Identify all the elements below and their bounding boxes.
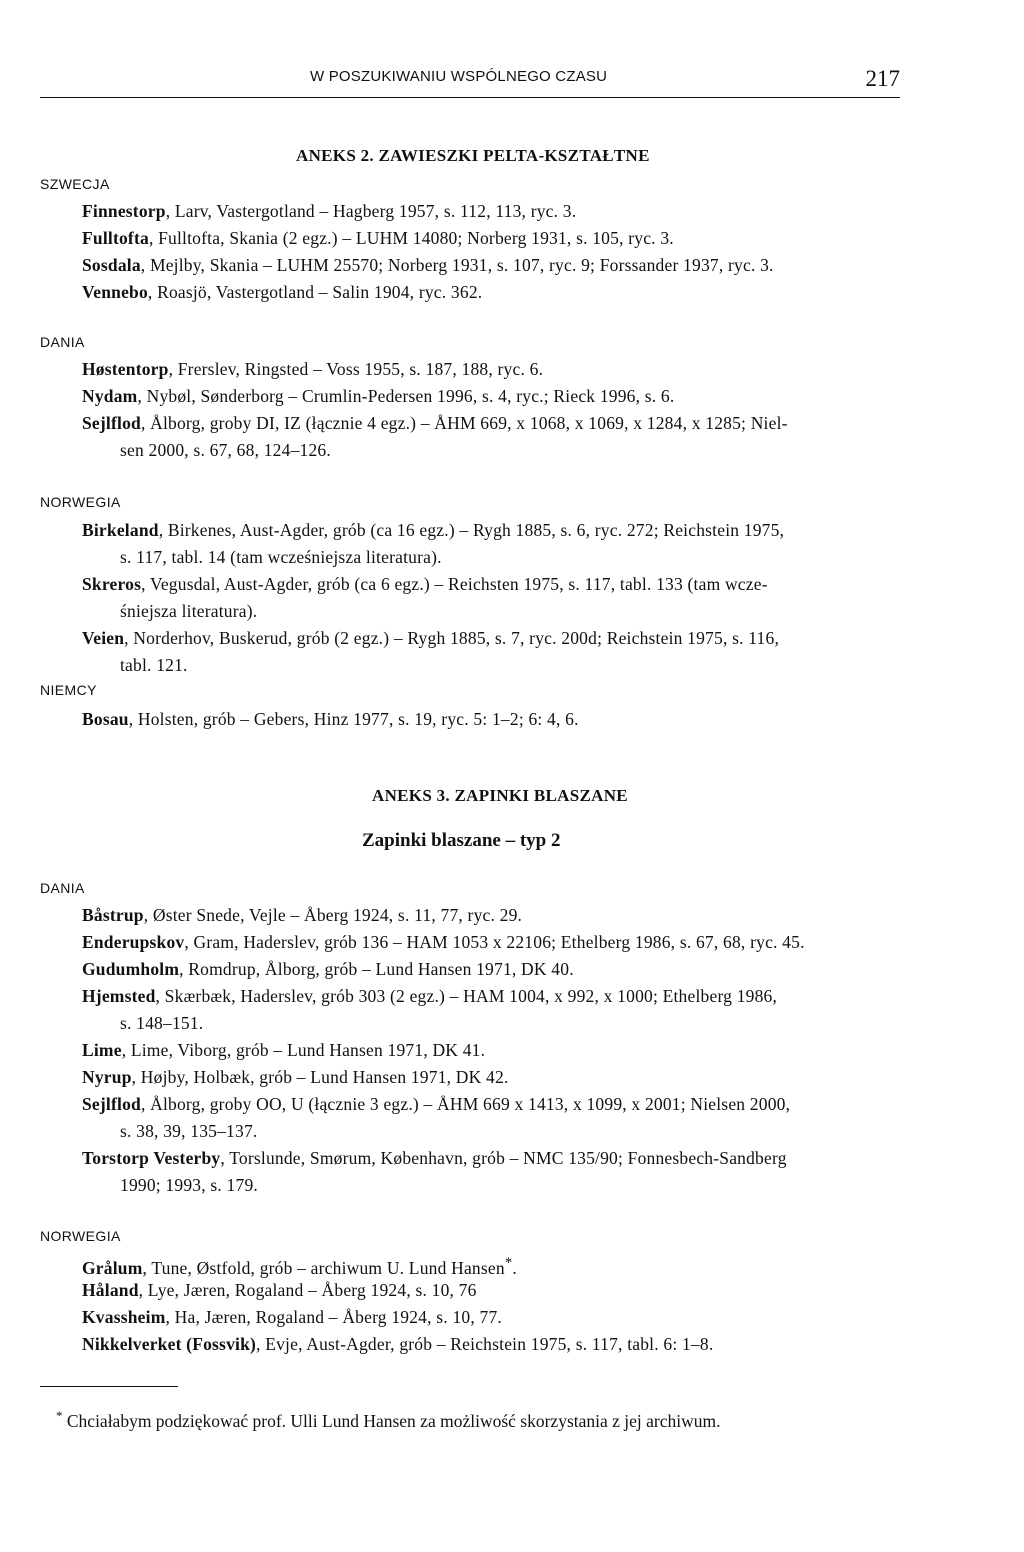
catalog-entry [82, 279, 902, 306]
country-heading: SZWECJA [40, 176, 110, 192]
footnote-text: Chciałabym podziękować prof. Ulli Lund Hansen za możliwość skorzystania z jej archiwum. [62, 1410, 721, 1431]
site-name: Nydam [82, 386, 138, 406]
entry-text: , Lime, Viborg, grób – Lund Hansen 1971, DK 41. [121, 1040, 486, 1060]
site-name: Fulltofta [82, 228, 149, 248]
entry-text: , Gram, Haderslev, grób 136 – HAM 1053 x 22106; Ethelberg 1986, s. 67, 68, ryc. 45. [184, 932, 805, 952]
site-name: Finnestorp [82, 201, 166, 221]
country-heading: NORWEGIA [40, 1228, 121, 1244]
site-name: Skreros [82, 574, 142, 594]
catalog-entry [82, 198, 902, 225]
entry-text: , Vegusdal, Aust-Agder, grób (ca 6 egz.) – Reichsten 1975, s. 117, tabl. 133 (tam wcze- [141, 574, 768, 594]
footnote-rule [40, 1386, 178, 1387]
entry-continuation: tabl. 121. [120, 655, 188, 675]
catalog-entry [82, 383, 902, 410]
country-heading: NORWEGIA [40, 494, 121, 510]
site-name: Høstentorp [82, 359, 169, 379]
site-name: Hjemsted [82, 986, 156, 1006]
footnote-marker: * [504, 1255, 513, 1271]
catalog-entry [82, 571, 902, 625]
site-name: Lime [82, 1040, 122, 1060]
site-name: Grålum [82, 1257, 143, 1278]
annex-2-title: ANEKS 2. ZAWIESZKI PELTA-KSZTAŁTNE [296, 146, 650, 165]
catalog-entry [82, 356, 902, 383]
header-rule [40, 97, 900, 98]
annex-3-title: ANEKS 3. ZAPINKI BLASZANE [372, 786, 628, 805]
country-heading: NIEMCY [40, 682, 97, 698]
site-name: Sejlflod [82, 413, 141, 433]
site-name: Nyrup [82, 1067, 132, 1087]
entry-text: , Evje, Aust-Agder, grób – Reichstein 1975, s. 117, tabl. 6: 1–8. [256, 1334, 714, 1354]
site-name: Vennebo [82, 282, 148, 302]
site-name: Torstorp Vesterby [82, 1148, 221, 1168]
site-name: Bosau [82, 709, 129, 729]
footnote-marker: * [56, 1408, 63, 1423]
entry-text: , Ålborg, groby DI, IZ (łącznie 4 egz.) – ÅHM 669, x 1068, x 1069, x 1284, x 1285; Niel- [140, 413, 788, 433]
annex-3-subtitle: Zapinki blaszane – typ 2 [362, 830, 561, 851]
entry-text: , Fulltofta, Skania (2 egz.) – LUHM 14080; Norberg 1931, s. 105, ryc. 3. [148, 228, 674, 248]
entry-text: , Nybøl, Sønderborg – Crumlin-Pedersen 1996, s. 4, ryc.; Rieck 1996, s. 6. [137, 386, 675, 406]
site-name: Nikkelverket (Fossvik) [82, 1334, 257, 1354]
entry-text: , Larv, Vastergotland – Hagberg 1957, s. 112, 113, ryc. 3. [165, 201, 577, 221]
catalog-entry [82, 410, 902, 464]
entry-text: , Roasjö, Vastergotland – Salin 1904, ryc. 362. [147, 282, 483, 302]
entry-continuation: śniejsza literatura). [120, 601, 258, 621]
catalog-entry [82, 929, 902, 956]
entry-continuation: 1990; 1993, s. 179. [120, 1175, 258, 1195]
footnote [56, 1408, 721, 1432]
entry-continuation: s. 117, tabl. 14 (tam wcześniejsza literatura). [120, 547, 442, 567]
site-name: Båstrup [82, 905, 144, 925]
catalog-entry [82, 902, 902, 929]
entry-text: , Norderhov, Buskerud, grób (2 egz.) – Rygh 1885, s. 7, ryc. 200d; Reichstein 1975, s. 116, [124, 628, 780, 648]
catalog-entry [82, 1091, 902, 1145]
entry-text: , Ålborg, groby OO, U (łącznie 3 egz.) – ÅHM 669 x 1413, x 1099, x 2001; Nielsen 2000, [140, 1094, 791, 1114]
entry-text: , Ha, Jæren, Rogaland – Åberg 1924, s. 10, 77. [165, 1307, 502, 1327]
country-heading: DANIA [40, 334, 85, 350]
site-name: Kvassheim [82, 1307, 166, 1327]
site-name: Birkeland [82, 520, 159, 540]
catalog-entry [82, 1145, 902, 1199]
catalog-entry [82, 983, 902, 1037]
catalog-entry [82, 1277, 902, 1304]
site-name: Enderupskov [82, 932, 185, 952]
country-heading: DANIA [40, 880, 85, 896]
running-title: W POSZUKIWANIU WSPÓLNEGO CZASU [310, 68, 608, 85]
catalog-entry [82, 517, 902, 571]
catalog-entry [82, 225, 902, 252]
site-name: Håland [82, 1280, 139, 1300]
entry-text: , Frerslev, Ringsted – Voss 1955, s. 187, 188, ryc. 6. [168, 359, 544, 379]
entry-text: , Mejlby, Skania – LUHM 25570; Norberg 1931, s. 107, ryc. 9; Forssander 1937, ryc. 3. [140, 255, 774, 275]
entry-continuation: sen 2000, s. 67, 68, 124–126. [120, 440, 331, 460]
catalog-entry [82, 956, 902, 983]
entry-text: , Tune, Østfold, grób – archiwum U. Lund Hansen [142, 1257, 505, 1278]
entry-continuation: s. 38, 39, 135–137. [120, 1121, 258, 1141]
entry-continuation: s. 148–151. [120, 1013, 204, 1033]
page-number: 217 [865, 66, 900, 91]
catalog-entry [82, 1037, 902, 1064]
catalog-entry [82, 625, 902, 679]
site-name: Sejlflod [82, 1094, 141, 1114]
entry-text: , Øster Snede, Vejle – Åberg 1924, s. 11, 77, ryc. 29. [143, 905, 523, 925]
entry-text: , Birkenes, Aust-Agder, grób (ca 16 egz.) – Rygh 1885, s. 6, ryc. 272; Reichstein 1975, [158, 520, 785, 540]
entry-text: , Torslunde, Smørum, København, grób – NMC 135/90; Fonnesbech-Sandberg [220, 1148, 787, 1168]
entry-text: , Romdrup, Ålborg, grób – Lund Hansen 1971, DK 40. [179, 959, 574, 979]
catalog-entry [82, 252, 902, 279]
catalog-entry [82, 1331, 902, 1358]
catalog-entry [82, 1064, 902, 1091]
entry-text: , Holsten, grób – Gebers, Hinz 1977, s. 19, ryc. 5: 1–2; 6: 4, 6. [128, 709, 579, 729]
catalog-entry [82, 706, 902, 733]
catalog-entry [82, 1304, 902, 1331]
entry-text: , Skærbæk, Haderslev, grób 303 (2 egz.) – HAM 1004, x 992, x 1000; Ethelberg 1986, [155, 986, 778, 1006]
running-header [40, 66, 900, 100]
entry-text-tail: . [512, 1257, 517, 1278]
site-name: Gudumholm [82, 959, 180, 979]
site-name: Veien [82, 628, 125, 648]
site-name: Sosdala [82, 255, 141, 275]
entry-text: , Højby, Holbæk, grób – Lund Hansen 1971, DK 42. [131, 1067, 509, 1087]
entry-text: , Lye, Jæren, Rogaland – Åberg 1924, s. 10, 76 [138, 1280, 477, 1300]
